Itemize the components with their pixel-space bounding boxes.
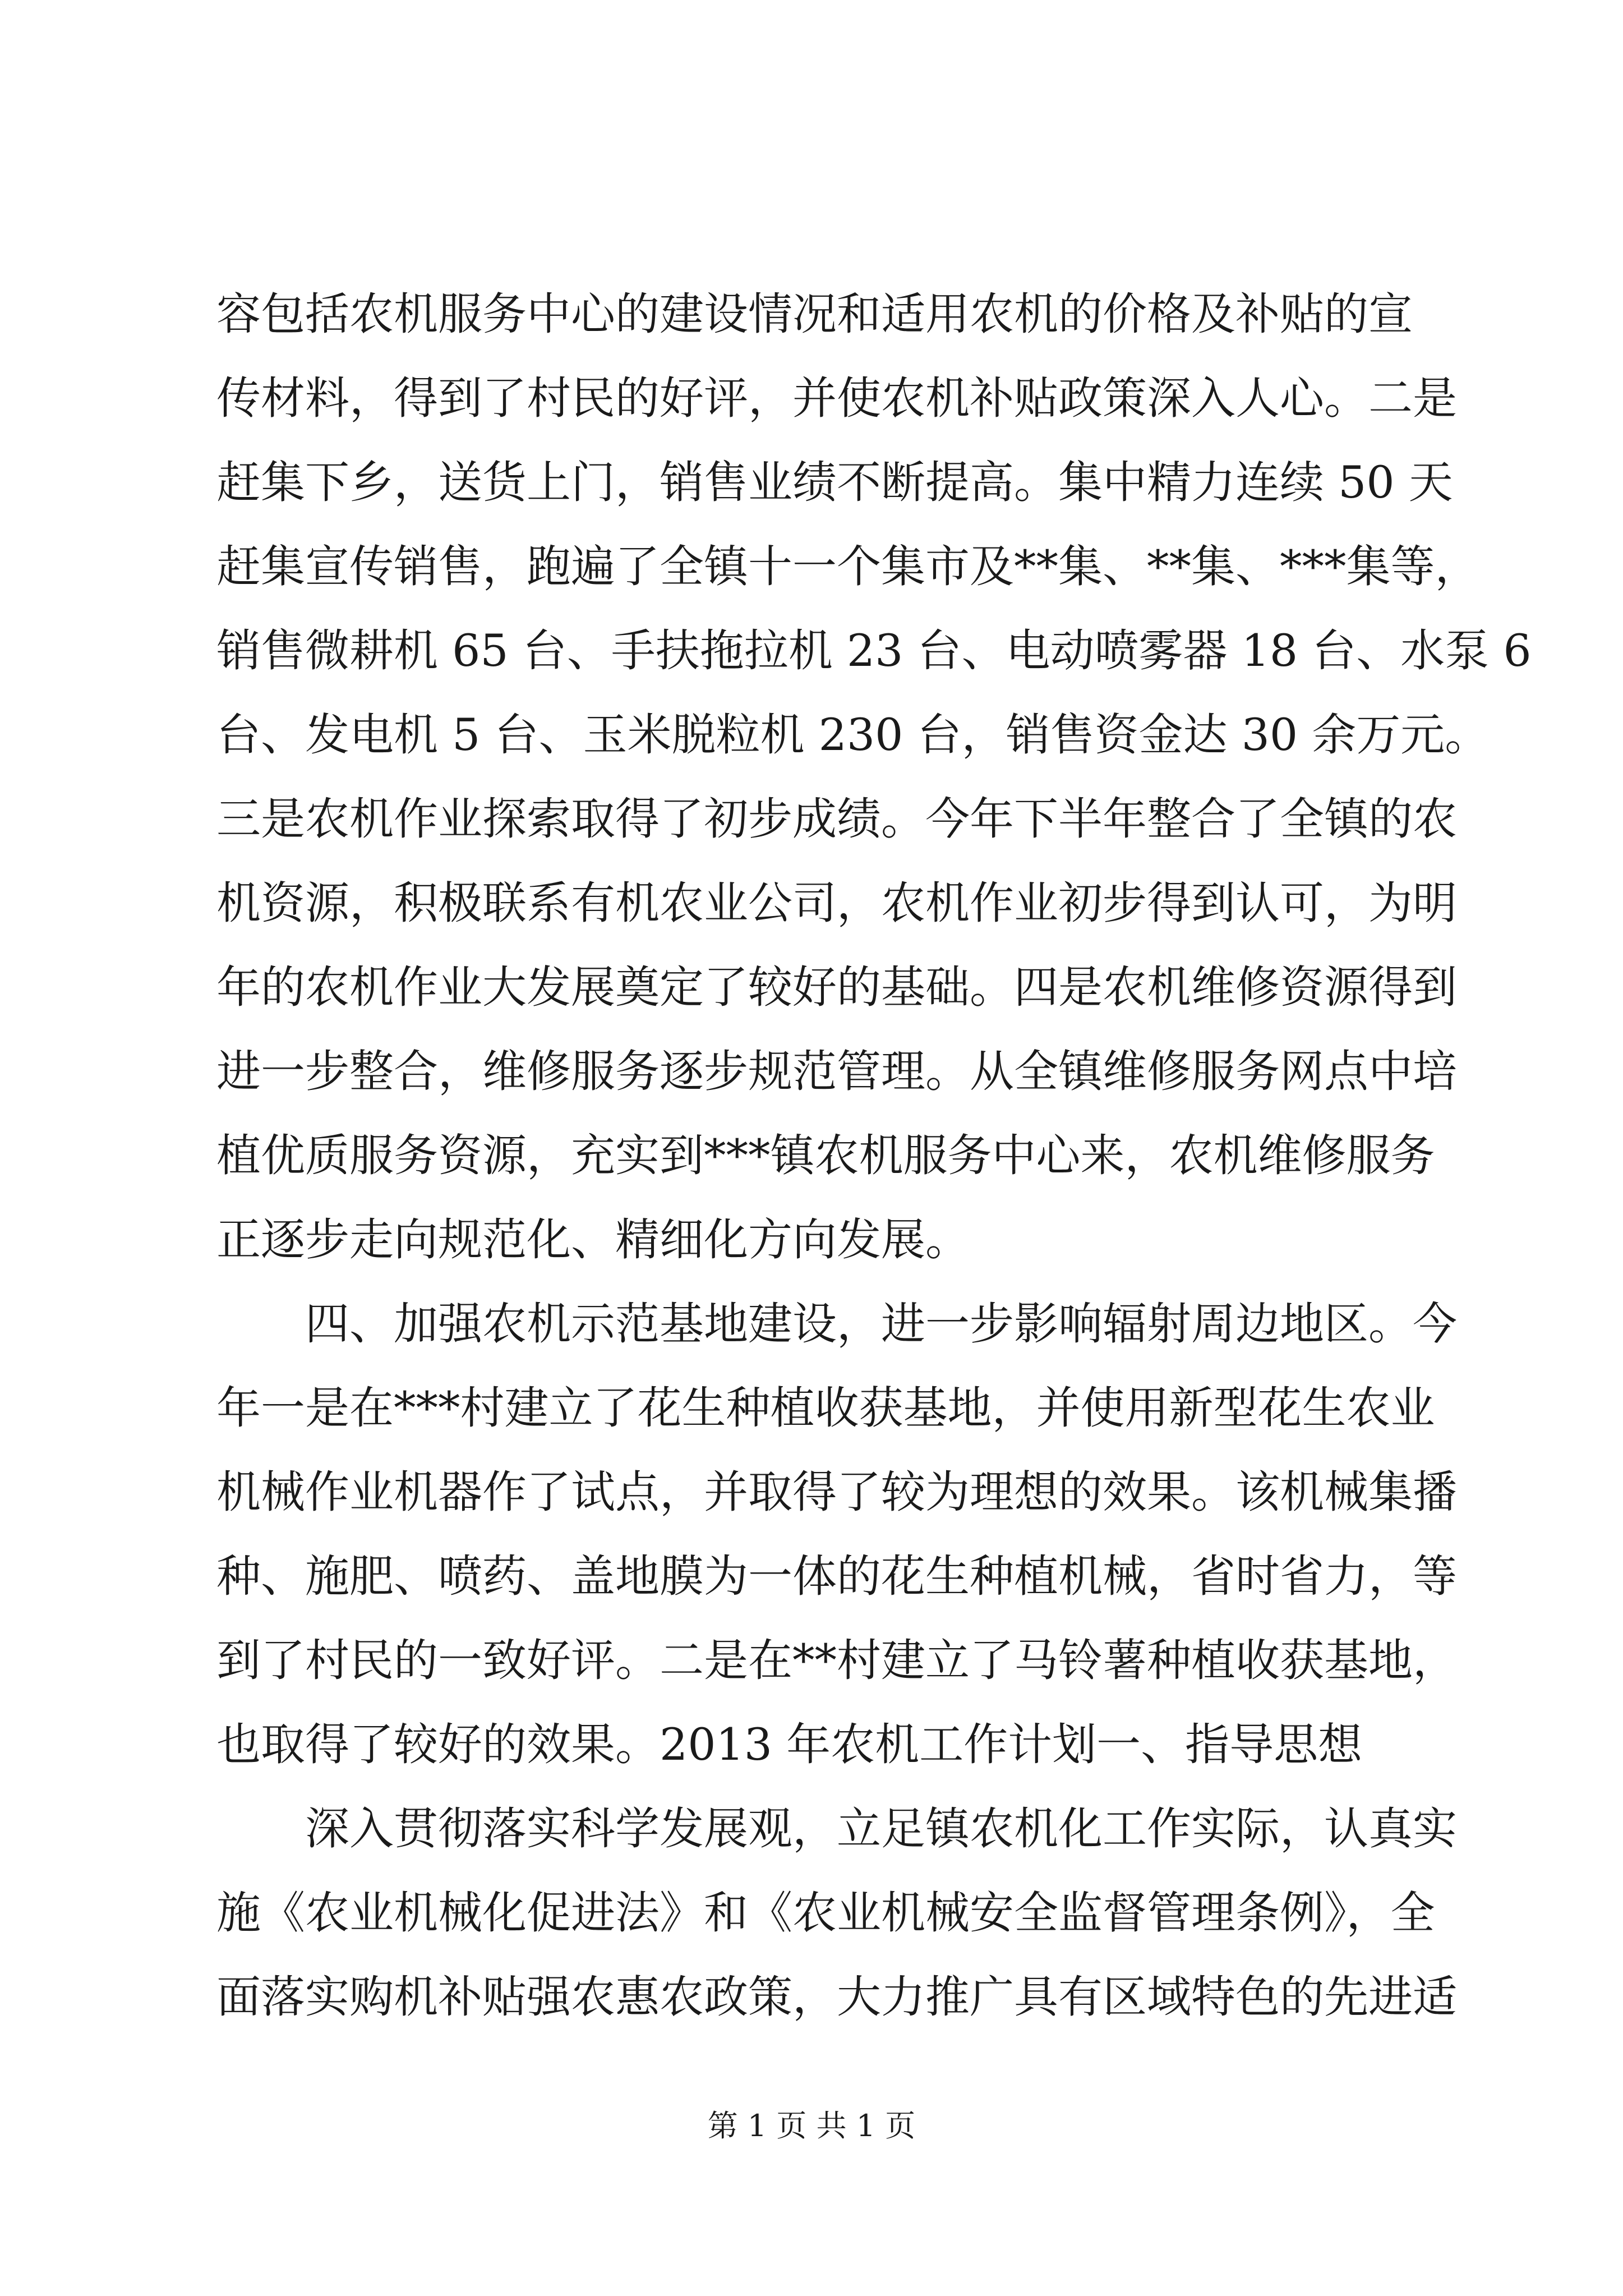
text-line: 四、加强农机示范基地建设，进一步影响辐射周边地区。今	[216, 1298, 1457, 1350]
text-line: 台、发电机 5 台、玉米脱粒机 230 台，销售资金达 30 余万元。	[216, 709, 1490, 761]
text-line: 销售微耕机 65 台、手扶拖拉机 23 台、电动喷雾器 18 台、水泵 6	[216, 625, 1532, 677]
text-line: 年一是在***村建立了花生种植收获基地，并使用新型花生农业	[216, 1382, 1435, 1434]
text-line: 赶集宣传销售，跑遍了全镇十一个集市及**集、**集、***集等，	[216, 541, 1479, 592]
text-line: 机械作业机器作了试点，并取得了较为理想的效果。该机械集播	[216, 1466, 1457, 1518]
text-line: 正逐步走向规范化、精细化方向发展。	[216, 1214, 970, 1266]
text-line: 进一步整合，维修服务逐步规范管理。从全镇维修服务网点中培	[216, 1046, 1457, 1097]
text-line: 也取得了较好的效果。2013 年农机工作计划一、指导思想	[216, 1719, 1363, 1770]
text-line: 面落实购机补贴强农惠农政策，大力推广具有区域特色的先进适	[216, 1971, 1457, 2023]
text-line: 传材料，得到了村民的好评，并使农机补贴政策深入人心。二是	[216, 372, 1457, 424]
text-line: 深入贯彻落实科学发展观，立足镇农机化工作实际，认真实	[216, 1803, 1457, 1855]
text-line: 机资源，积极联系有机农业公司，农机作业初步得到认可，为明	[216, 877, 1457, 929]
text-line: 三是农机作业探索取得了初步成绩。今年下半年整合了全镇的农	[216, 793, 1457, 845]
text-line: 种、施肥、喷药、盖地膜为一体的花生种植机械，省时省力，等	[216, 1550, 1457, 1602]
page-footer: 第 1 页 共 1 页	[707, 2108, 916, 2143]
text-line: 到了村民的一致好评。二是在**村建立了马铃薯种植收获基地，	[216, 1635, 1457, 1686]
text-line: 施《农业机械化促进法》和《农业机械安全监督管理条例》，全	[216, 1887, 1435, 1939]
text-line: 赶集下乡，送货上门，销售业绩不断提高。集中精力连续 50 天	[216, 457, 1453, 508]
text-line: 年的农机作业大发展奠定了较好的基础。四是农机维修资源得到	[216, 961, 1457, 1013]
text-line: 植优质服务资源，充实到***镇农机服务中心来，农机维修服务	[216, 1130, 1435, 1181]
text-line: 容包括农机服务中心的建设情况和适用农机的价格及补贴的宣	[216, 288, 1413, 340]
